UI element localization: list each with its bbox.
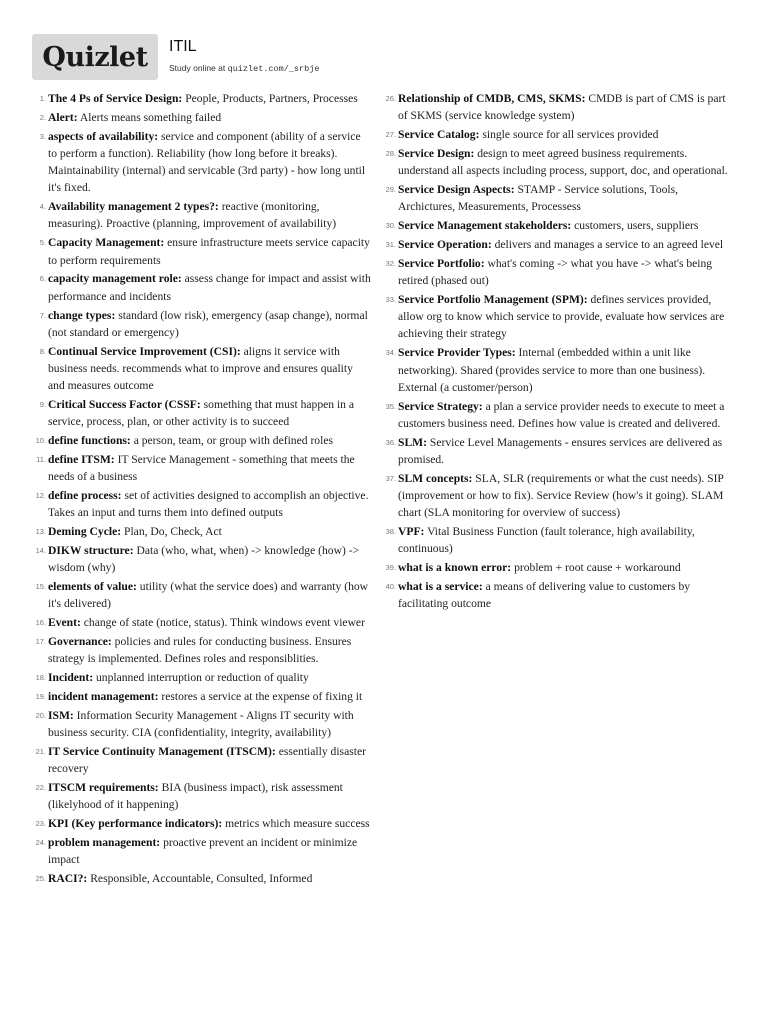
flashcard-entry <box>32 542 372 576</box>
entry-definition: Vital Business Function (fault tolerance, high availability, continuous) <box>398 525 695 556</box>
entry-term: Service Design Aspects: <box>398 183 515 197</box>
entry-number: 23. <box>35 819 46 829</box>
entry-number: 15. <box>35 582 46 592</box>
entry-text <box>48 451 372 485</box>
entry-number: 8. <box>39 346 46 356</box>
entry-number: 35. <box>385 401 396 411</box>
entry-number: 19. <box>35 692 46 702</box>
entry-number: 1. <box>39 94 46 103</box>
entry-text <box>48 343 372 395</box>
entry-term: aspects of availability: <box>48 129 159 143</box>
entry-text <box>398 126 732 143</box>
entry-term: Availability management 2 types?: <box>48 200 219 214</box>
flashcard-entry <box>382 523 732 557</box>
entry-number: 5. <box>39 238 46 248</box>
entry-term: Alert: <box>48 110 78 124</box>
entry-definition: change of state (notice, status). Think windows event viewer <box>83 616 365 630</box>
flashcard-entry <box>32 307 372 341</box>
entry-definition: Responsible, Accountable, Consulted, Informed <box>90 872 313 886</box>
entry-number: 40. <box>385 582 396 592</box>
entry-term: IT Service Continuity Management (ITSCM): <box>48 745 276 759</box>
entry-term: DIKW structure: <box>48 544 134 558</box>
entry-definition: reactive (monitoring, measuring). Proactive (planning, improvement of availability) <box>48 200 337 231</box>
entry-number: 10. <box>35 436 46 446</box>
entry-definition: restores a service at the expense of fixing it <box>161 690 363 704</box>
entry-term: The 4 Ps of Service Design: <box>48 92 183 105</box>
entry-definition: Alerts means something failed <box>79 110 222 124</box>
entry-number: 12. <box>35 491 46 501</box>
entry-definition: Plan, Do, Check, Act <box>124 525 222 539</box>
study-online-line <box>169 63 319 74</box>
entry-term: define process: <box>48 489 122 503</box>
entry-definition: utility (what the service does) and warranty (how it's delivered) <box>48 580 369 611</box>
entry-term: define functions: <box>48 434 131 448</box>
entry-definition: a means of delivering value to customers by facilitating outcome <box>398 580 691 611</box>
flashcard-entry <box>32 614 372 631</box>
study-url-link[interactable]: quizlet.com/_srbje <box>227 64 320 74</box>
entry-text <box>48 396 372 430</box>
entry-text <box>398 291 732 343</box>
flashcard-entry <box>32 270 372 304</box>
flashcard-entry <box>32 487 372 521</box>
entry-term: VPF: <box>398 525 425 539</box>
entry-term: elements of value: <box>48 580 137 594</box>
entry-term: Capacity Management: <box>48 236 165 250</box>
entry-text <box>48 128 372 197</box>
flashcard-entry <box>382 181 732 215</box>
entry-term: capacity management role: <box>48 272 182 286</box>
entry-text <box>48 614 372 631</box>
entry-term: change types: <box>48 308 116 322</box>
entry-number: 32. <box>385 258 396 268</box>
entry-definition: proactive prevent an incident or minimize impact <box>48 836 358 867</box>
flashcard-entry <box>32 198 372 232</box>
entry-definition: essentially disaster recovery <box>48 745 366 776</box>
flashcard-entry <box>32 432 372 449</box>
entry-text <box>398 255 732 289</box>
entry-term: Continual Service Improvement (CSI): <box>48 344 241 358</box>
flashcard-entry <box>32 633 372 667</box>
entry-definition: single source for all services provided <box>482 128 659 142</box>
entry-text <box>398 559 732 576</box>
entry-term: what is a known error: <box>398 561 512 575</box>
entry-number: 18. <box>35 673 46 683</box>
flashcard-entry <box>32 834 372 868</box>
entry-text <box>398 181 732 215</box>
entry-text <box>398 523 732 557</box>
flashcard-entry <box>382 470 732 522</box>
entry-term: Service Operation: <box>398 238 492 252</box>
entry-text <box>48 523 372 540</box>
entry-definition: policies and rules for conducting business. Ensures strategy is implemented. Defines roles and responsiblities. <box>48 635 352 666</box>
entry-text <box>48 109 372 126</box>
entry-number: 20. <box>35 710 46 720</box>
entry-text <box>398 344 732 396</box>
entry-term: SLM: <box>398 435 427 449</box>
entry-number: 22. <box>35 783 46 793</box>
entry-number: 25. <box>35 874 46 884</box>
flashcard-entry <box>382 217 732 234</box>
right-column <box>382 90 732 614</box>
entry-text <box>48 270 372 304</box>
entry-definition: Data (who, what, when) -> knowledge (how) -> wisdom (why) <box>48 544 360 575</box>
entry-text <box>398 236 732 253</box>
entry-term: Service Catalog: <box>398 128 480 142</box>
entry-term: Critical Success Factor (CSSF: <box>48 397 201 411</box>
entry-term: ISM: <box>48 708 74 722</box>
study-online-label: Study online at <box>169 63 228 73</box>
flashcard-entry <box>32 343 372 395</box>
entry-definition: standard (low risk), emergency (asap change), normal (not standard or emergency) <box>48 308 368 339</box>
entry-number: 6. <box>39 274 46 284</box>
entry-term: Incident: <box>48 671 94 685</box>
entry-number: 7. <box>39 310 46 320</box>
entry-definition: CMDB is part of CMS is part of SKMS (service knowledge system) <box>398 92 726 123</box>
entry-number: 29. <box>385 185 396 195</box>
entry-definition: defines services provided, allow org to know which service to provide, evaluate how services are achieving their strategy <box>398 293 725 341</box>
entry-text <box>398 578 732 612</box>
entry-definition: set of activities designed to accomplish an objective. Takes an input and turns them into defined outputs <box>48 489 369 520</box>
entry-text <box>48 669 372 686</box>
entry-number: 2. <box>39 112 46 122</box>
page-title: ITIL <box>169 38 197 55</box>
left-column <box>32 90 372 889</box>
entry-text <box>48 707 372 741</box>
entry-definition: assess change for impact and assist with performance and incidents <box>48 272 371 303</box>
flashcard-entry <box>382 578 732 612</box>
flashcard-entry <box>32 743 372 777</box>
entry-term: Governance: <box>48 635 112 649</box>
entry-text <box>398 90 732 124</box>
quizlet-logo[interactable] <box>32 34 158 80</box>
entry-term: SLM concepts: <box>398 471 473 485</box>
entry-definition: something that must happen in a service, process, plan, or other activity is to succeed <box>48 397 355 429</box>
flashcard-entry <box>32 396 372 430</box>
flashcard-entry <box>382 255 732 289</box>
flashcard-entry <box>382 434 732 468</box>
entry-number: 28. <box>385 148 396 158</box>
entry-definition: metrics which measure success <box>225 817 370 831</box>
entry-text <box>398 217 732 234</box>
flashcard-entry <box>32 451 372 485</box>
entry-term: problem management: <box>48 836 161 850</box>
entry-definition: BIA (business impact), risk assessment (likelyhood of it happening) <box>48 781 343 812</box>
entry-text <box>48 542 372 576</box>
entry-number: 37. <box>385 473 396 483</box>
entry-number: 34. <box>385 348 396 358</box>
flashcard-entry <box>382 126 732 143</box>
entry-definition: service and component (ability of a service to perform a function). Reliability (how long before it breaks). Maintainability (internal) and servicable (3rd party) - how long until it's fixed. <box>48 129 366 195</box>
entry-definition: a plan a service provider needs to execute to meet a customers business need. Defines how value is created and delivered. <box>398 399 725 430</box>
entry-definition: ensure infrastructure meets service capacity to perform requirements <box>48 236 370 267</box>
flashcard-entry <box>32 523 372 540</box>
flashcard-entry <box>32 128 372 197</box>
flashcard-entry <box>382 236 732 253</box>
flashcard-entry <box>382 559 732 576</box>
entry-number: 24. <box>35 838 46 848</box>
entry-text <box>48 870 372 887</box>
entry-text <box>398 434 732 468</box>
entry-definition: IT Service Management - something that meets the needs of a business <box>48 452 355 484</box>
flashcard-entry <box>32 688 372 705</box>
entry-term: Service Portfolio Management (SPM): <box>398 293 588 307</box>
entry-definition: unplanned interruption or reduction of quality <box>96 671 309 685</box>
entry-definition: problem + root cause + workaround <box>514 561 681 575</box>
entry-definition: STAMP - Service solutions, Tools, Archictures, Measurements, Processess <box>398 183 679 214</box>
entry-text <box>48 633 372 667</box>
entry-term: KPI (Key performance indicators): <box>48 817 223 831</box>
entry-definition: SLA, SLR (requirements or what the cust needs). SIP (improvement or how to fix). Service Review (how's it going). SLAM chart (SLA monitoring for overview of success) <box>398 471 724 520</box>
entry-text <box>398 470 732 522</box>
entry-term: Service Provider Types: <box>398 346 516 360</box>
entry-term: Service Portfolio: <box>398 256 485 270</box>
entry-text <box>48 234 372 268</box>
entry-number: 9. <box>39 399 46 409</box>
entry-text <box>48 487 372 521</box>
flashcard-entry <box>32 578 372 612</box>
entry-definition: a person, team, or group with defined roles <box>133 434 333 448</box>
entry-number: 27. <box>385 130 396 140</box>
entry-text <box>48 815 372 832</box>
entry-text <box>48 688 372 705</box>
entry-term: Deming Cycle: <box>48 525 122 539</box>
entry-text <box>48 90 372 107</box>
flashcard-entry <box>32 707 372 741</box>
entry-number: 3. <box>39 131 46 141</box>
entry-number: 16. <box>35 618 46 628</box>
entry-number: 14. <box>35 546 46 556</box>
entry-text <box>48 779 372 813</box>
flashcard-entry <box>32 234 372 268</box>
flashcard-entry <box>382 344 732 396</box>
entry-text <box>48 578 372 612</box>
flashcard-entry <box>32 870 372 887</box>
entry-definition: customers, users, suppliers <box>574 219 699 233</box>
entry-term: define ITSM: <box>48 452 115 466</box>
entry-text <box>398 398 732 432</box>
flashcard-entry <box>32 90 372 107</box>
logo-text: Quizlet <box>42 41 148 73</box>
flashcard-entry <box>32 669 372 686</box>
entry-number: 39. <box>385 563 396 573</box>
flashcard-entry <box>382 145 732 179</box>
entry-number: 30. <box>385 221 396 231</box>
entry-term: Event: <box>48 616 81 630</box>
entry-text <box>48 307 372 341</box>
entry-term: Service Design: <box>398 146 475 160</box>
entry-number: 36. <box>385 437 396 447</box>
entry-text <box>398 145 732 179</box>
entry-term: what is a service: <box>398 580 483 594</box>
flashcard-entry <box>32 109 372 126</box>
entry-term: Relationship of CMDB, CMS, SKMS: <box>398 92 586 105</box>
flashcard-entry <box>382 90 732 124</box>
entry-definition: People, Products, Partners, Processes <box>185 92 358 105</box>
entry-text <box>48 834 372 868</box>
entry-text <box>48 743 372 777</box>
entry-text <box>48 198 372 232</box>
entry-number: 17. <box>35 637 46 647</box>
entry-number: 33. <box>385 295 396 305</box>
entry-term: ITSCM requirements: <box>48 781 159 795</box>
entry-term: Service Management stakeholders: <box>398 219 572 233</box>
entry-definition: aligns it service with business needs. recommends what to improve and ensures quality and measures outcome <box>48 344 353 393</box>
entry-definition: Information Security Management - Aligns IT security with business security. CIA (confidentiality, integrity, availability) <box>48 708 354 740</box>
entry-term: Service Strategy: <box>398 399 483 413</box>
entry-term: RACI?: <box>48 872 88 886</box>
entry-term: incident management: <box>48 690 159 704</box>
entry-text <box>48 432 372 449</box>
entry-definition: delivers and manages a service to an agreed level <box>494 238 724 252</box>
header <box>32 34 736 80</box>
flashcard-entry <box>382 398 732 432</box>
entry-definition: Internal (embedded within a unit like networking). Shared (provides service to more than one business). External (a customer/person) <box>398 346 706 394</box>
entry-number: 26. <box>385 94 396 103</box>
entry-definition: design to meet agreed business requirements. understand all aspects including process, support, doc, and operational. <box>398 146 728 178</box>
flashcard-entry <box>382 291 732 343</box>
entry-number: 31. <box>385 240 396 250</box>
entry-number: 4. <box>39 202 46 212</box>
entry-number: 11. <box>36 454 46 464</box>
entry-definition: Service Level Managements - ensures services are delivered as promised. <box>398 435 723 466</box>
flashcard-entry <box>32 815 372 832</box>
entry-number: 13. <box>35 527 46 537</box>
entry-definition: what's coming -> what you have -> what's being retired (phased out) <box>398 256 713 288</box>
entry-number: 21. <box>35 747 46 757</box>
flashcard-entry <box>32 779 372 813</box>
entry-number: 38. <box>385 527 396 537</box>
